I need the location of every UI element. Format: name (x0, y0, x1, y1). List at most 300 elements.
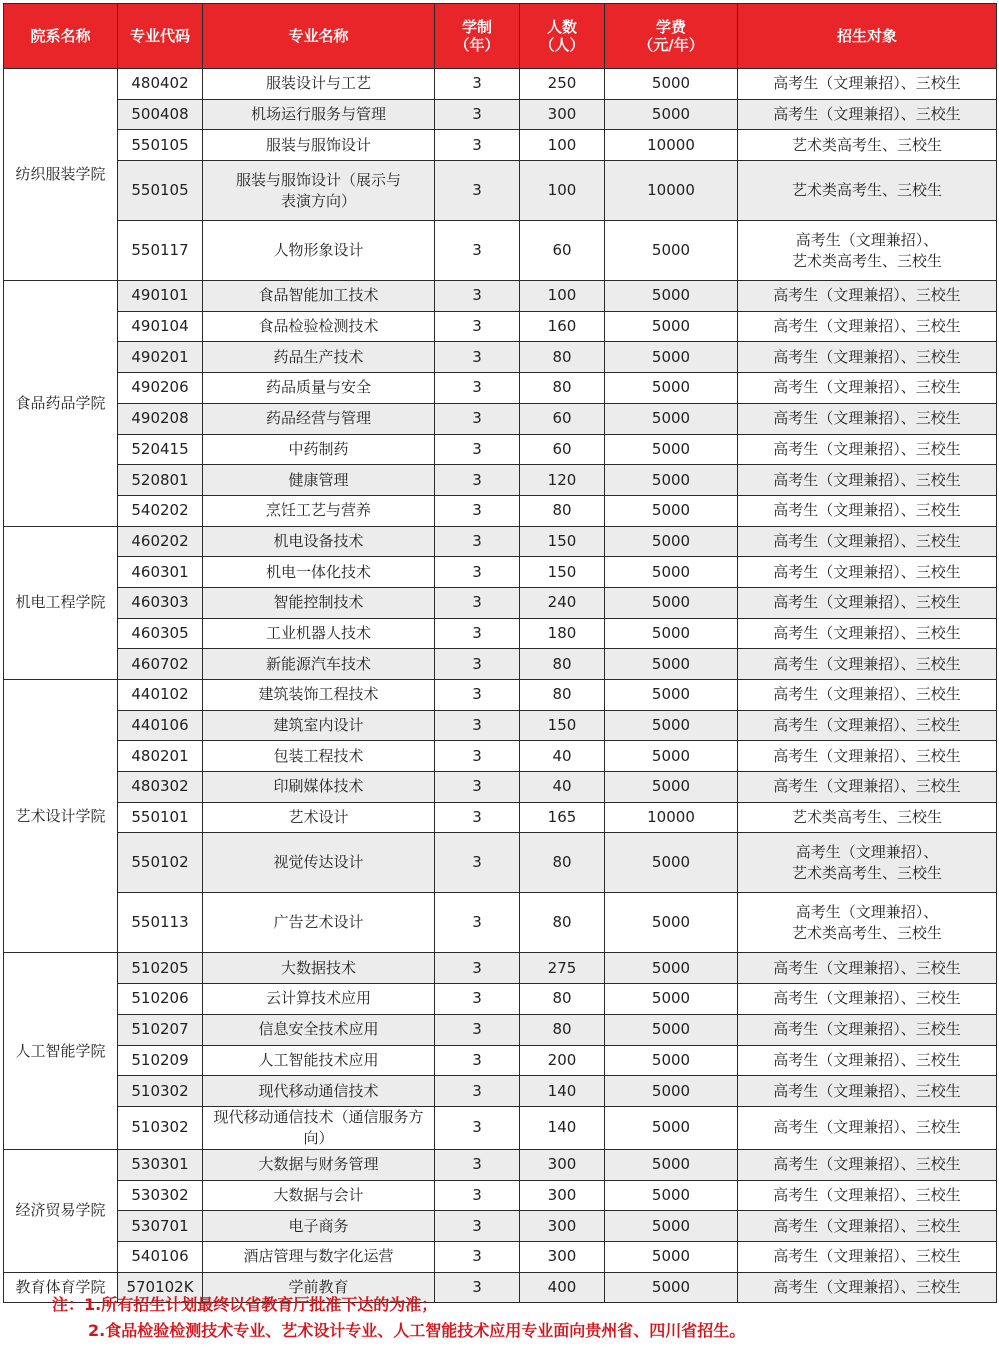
enroll-target-line: 高考生（文理兼招）、三校生 (773, 1216, 961, 1235)
major-name-line: 中药制药 (288, 439, 349, 458)
enroll-target-line: 高考生（文理兼招）、三校生 (773, 286, 961, 305)
major-name (203, 434, 435, 465)
table-row (4, 161, 997, 221)
study-years: 3 (435, 741, 520, 772)
enroll-count: 300 (520, 99, 605, 130)
major-name (203, 802, 435, 833)
study-years: 3 (435, 587, 520, 618)
enroll-count: 300 (520, 1211, 605, 1242)
table-row (4, 557, 997, 588)
major-name-line: 云计算技术应用 (265, 989, 371, 1008)
tuition-fee: 5000 (605, 99, 738, 130)
tuition-fee: 5000 (605, 680, 738, 711)
major-name-line: 现代移动通信技术（通信服务方向） (213, 1107, 424, 1147)
enroll-count: 80 (520, 893, 605, 953)
header-count-line2: （人） (539, 36, 585, 54)
enroll-count: 300 (520, 1180, 605, 1211)
major-code: 550105 (118, 130, 203, 161)
major-code: 500408 (118, 99, 203, 130)
major-name-line: 药品质量与安全 (265, 378, 371, 397)
enroll-target-line: 高考生（文理兼招）、三校生 (773, 746, 961, 765)
major-code: 570102K (118, 1272, 203, 1303)
major-name (203, 99, 435, 130)
tuition-fee: 5000 (605, 649, 738, 680)
study-years: 3 (435, 772, 520, 803)
major-name (203, 1106, 435, 1149)
table-row (4, 403, 997, 434)
table-row (4, 69, 997, 100)
enroll-count: 40 (520, 741, 605, 772)
major-name-line: 现代移动通信技术 (258, 1081, 379, 1100)
enroll-target (738, 1211, 997, 1242)
enroll-target-line: 高考生（文理兼招）、三校生 (773, 1247, 961, 1266)
enroll-target-line: 高考生（文理兼招）、三校生 (773, 1081, 961, 1100)
table-row (4, 526, 997, 557)
enroll-target (738, 587, 997, 618)
college-name: 教育体育学院 (4, 1272, 118, 1303)
tuition-fee: 10000 (605, 161, 738, 221)
enroll-target (738, 434, 997, 465)
footnotes (52, 1292, 745, 1344)
enroll-target-line: 高考生（文理兼招）、三校生 (773, 989, 961, 1008)
major-name (203, 1045, 435, 1076)
enroll-target-line: 高考生（文理兼招）、 (795, 230, 939, 249)
college-name: 机电工程学院 (4, 526, 118, 679)
college-name: 食品药品学院 (4, 281, 118, 527)
major-name (203, 1014, 435, 1045)
tuition-fee: 5000 (605, 1149, 738, 1180)
tuition-fee: 5000 (605, 587, 738, 618)
tuition-fee: 5000 (605, 465, 738, 496)
table-row (4, 221, 997, 281)
major-name (203, 772, 435, 803)
major-name-line: 药品生产技术 (273, 347, 364, 366)
table-row (4, 1106, 997, 1149)
major-name (203, 403, 435, 434)
enroll-target (738, 557, 997, 588)
major-name-line: 机电一体化技术 (265, 562, 371, 581)
tuition-fee: 5000 (605, 984, 738, 1015)
major-code: 460303 (118, 587, 203, 618)
tuition-fee: 5000 (605, 833, 738, 893)
major-name-line: 烹饪工艺与营养 (265, 501, 371, 520)
table-row (4, 772, 997, 803)
enroll-count: 140 (520, 1106, 605, 1149)
major-name-line: 药品经营与管理 (265, 409, 371, 428)
major-name (203, 373, 435, 404)
major-name-line: 学前教育 (288, 1277, 349, 1296)
major-code: 440102 (118, 680, 203, 711)
enroll-target-line: 高考生（文理兼招）、三校生 (773, 1155, 961, 1174)
table-row (4, 649, 997, 680)
enroll-count: 200 (520, 1045, 605, 1076)
major-name-line: 新能源汽车技术 (265, 654, 371, 673)
major-name (203, 130, 435, 161)
major-name-line: 广告艺术设计 (273, 913, 364, 932)
tuition-fee: 5000 (605, 342, 738, 373)
major-code: 510207 (118, 1014, 203, 1045)
major-name (203, 495, 435, 526)
enroll-target-line: 高考生（文理兼招）、三校生 (773, 623, 961, 642)
major-code: 520801 (118, 465, 203, 496)
enroll-target-line: 高考生（文理兼招）、三校生 (773, 1277, 961, 1296)
enroll-count: 300 (520, 1149, 605, 1180)
college-name: 人工智能学院 (4, 953, 118, 1149)
header-years-line1: 学制 (461, 18, 492, 36)
table-row (4, 984, 997, 1015)
header-years (435, 4, 520, 69)
study-years: 3 (435, 434, 520, 465)
major-code: 550101 (118, 802, 203, 833)
major-code: 490101 (118, 281, 203, 312)
table-header-row (4, 4, 997, 69)
enroll-target-line: 高考生（文理兼招）、三校生 (773, 654, 961, 673)
major-name-line: 视觉传达设计 (273, 853, 364, 872)
tuition-fee: 5000 (605, 281, 738, 312)
major-name-line: 表演方向） (280, 191, 356, 210)
study-years: 3 (435, 1045, 520, 1076)
major-name (203, 281, 435, 312)
major-name-line: 电子商务 (288, 1216, 349, 1235)
major-code: 480402 (118, 69, 203, 100)
tuition-fee: 5000 (605, 1106, 738, 1149)
study-years: 3 (435, 495, 520, 526)
study-years: 3 (435, 893, 520, 953)
enroll-target (738, 465, 997, 496)
enroll-target-line: 高考生（文理兼招）、三校生 (773, 317, 961, 336)
major-name (203, 953, 435, 984)
study-years: 3 (435, 281, 520, 312)
major-name (203, 680, 435, 711)
enroll-target (738, 618, 997, 649)
major-name (203, 69, 435, 100)
tuition-fee: 5000 (605, 221, 738, 281)
enroll-target (738, 99, 997, 130)
enroll-target (738, 984, 997, 1015)
major-name-line: 服装与服饰设计（展示与 (235, 170, 401, 189)
major-name (203, 649, 435, 680)
tuition-fee: 5000 (605, 1014, 738, 1045)
tuition-fee: 5000 (605, 69, 738, 100)
enroll-target-line: 高考生（文理兼招）、三校生 (773, 409, 961, 428)
major-name (203, 984, 435, 1015)
major-name-line: 食品检验检测技术 (258, 317, 379, 336)
enroll-target (738, 130, 997, 161)
major-name-line: 酒店管理与数字化运营 (243, 1247, 394, 1266)
study-years: 3 (435, 618, 520, 649)
major-code: 510205 (118, 953, 203, 984)
table-row (4, 680, 997, 711)
major-name (203, 342, 435, 373)
study-years: 3 (435, 373, 520, 404)
table-row (4, 1014, 997, 1045)
table-row (4, 495, 997, 526)
major-name (203, 741, 435, 772)
enroll-target-line: 高考生（文理兼招）、三校生 (773, 1185, 961, 1204)
major-name-line: 包装工程技术 (273, 746, 364, 765)
table-row (4, 618, 997, 649)
enroll-target (738, 221, 997, 281)
major-name (203, 161, 435, 221)
major-name-line: 大数据与财务管理 (258, 1155, 379, 1174)
major-code: 460305 (118, 618, 203, 649)
table-row (4, 1211, 997, 1242)
enroll-count: 275 (520, 953, 605, 984)
major-name-line: 大数据技术 (280, 958, 356, 977)
header-years-line2: （年） (454, 36, 500, 54)
tuition-fee: 5000 (605, 1241, 738, 1272)
tuition-fee: 5000 (605, 1272, 738, 1303)
enroll-target-line: 高考生（文理兼招）、三校生 (773, 1050, 961, 1069)
major-name-line: 服装设计与工艺 (265, 74, 371, 93)
enroll-target-line: 高考生（文理兼招）、三校生 (773, 1020, 961, 1039)
header-fee (605, 4, 738, 69)
study-years: 3 (435, 1149, 520, 1180)
enroll-target (738, 342, 997, 373)
enroll-count: 80 (520, 495, 605, 526)
table-row (4, 710, 997, 741)
table-row (4, 893, 997, 953)
table-row (4, 953, 997, 984)
major-name-line: 建筑装饰工程技术 (258, 685, 379, 704)
major-name-line: 人工智能技术应用 (258, 1050, 379, 1069)
enroll-target (738, 953, 997, 984)
study-years: 3 (435, 1180, 520, 1211)
tuition-fee: 5000 (605, 434, 738, 465)
enroll-count: 60 (520, 434, 605, 465)
enroll-count: 80 (520, 342, 605, 373)
enroll-target (738, 1014, 997, 1045)
major-code: 460301 (118, 557, 203, 588)
enroll-count: 165 (520, 802, 605, 833)
major-name-line: 人物形象设计 (273, 241, 364, 260)
tuition-fee: 5000 (605, 710, 738, 741)
major-code: 460702 (118, 649, 203, 680)
table-row (4, 587, 997, 618)
header-college: 院系名称 (4, 4, 118, 69)
major-name-line: 健康管理 (288, 470, 349, 489)
table-row (4, 1241, 997, 1272)
enroll-count: 150 (520, 710, 605, 741)
table-row (4, 802, 997, 833)
study-years: 3 (435, 161, 520, 221)
table-row (4, 281, 997, 312)
major-name (203, 893, 435, 953)
table-row (4, 434, 997, 465)
enroll-count: 150 (520, 557, 605, 588)
major-code: 540106 (118, 1241, 203, 1272)
enroll-target-line: 高考生（文理兼招）、三校生 (773, 777, 961, 796)
major-name-line: 食品智能加工技术 (258, 286, 379, 305)
study-years: 3 (435, 802, 520, 833)
tuition-fee: 5000 (605, 1045, 738, 1076)
college-name: 艺术设计学院 (4, 680, 118, 953)
enroll-target (738, 161, 997, 221)
enroll-target-line: 高考生（文理兼招）、三校生 (773, 439, 961, 458)
major-code: 480302 (118, 772, 203, 803)
footnote-1: 注：1.所有招生计划最终以省教育厅批准下达的为准； (52, 1295, 438, 1314)
tuition-fee: 5000 (605, 772, 738, 803)
major-code: 480201 (118, 741, 203, 772)
major-name (203, 587, 435, 618)
tuition-fee: 5000 (605, 373, 738, 404)
enroll-count: 400 (520, 1272, 605, 1303)
major-code: 530302 (118, 1180, 203, 1211)
major-name (203, 221, 435, 281)
enroll-target-line: 高考生（文理兼招）、三校生 (773, 562, 961, 581)
major-code: 540202 (118, 495, 203, 526)
tuition-fee: 5000 (605, 1211, 738, 1242)
study-years: 3 (435, 833, 520, 893)
major-code: 440106 (118, 710, 203, 741)
major-name (203, 311, 435, 342)
enroll-count: 150 (520, 526, 605, 557)
major-code: 550102 (118, 833, 203, 893)
enroll-target-line: 艺术类高考生、三校生 (791, 181, 942, 200)
header-fee-line2: （元/年） (638, 36, 704, 54)
enroll-target-line: 高考生（文理兼招）、三校生 (773, 347, 961, 366)
major-name (203, 526, 435, 557)
study-years: 3 (435, 710, 520, 741)
enroll-count: 100 (520, 281, 605, 312)
enroll-count: 180 (520, 618, 605, 649)
study-years: 3 (435, 1272, 520, 1303)
enroll-target (738, 772, 997, 803)
major-name-line: 机电设备技术 (273, 531, 364, 550)
major-name-line: 信息安全技术应用 (258, 1020, 379, 1039)
enroll-target-line: 高考生（文理兼招）、三校生 (773, 470, 961, 489)
tuition-fee: 5000 (605, 893, 738, 953)
study-years: 3 (435, 649, 520, 680)
table-row (4, 99, 997, 130)
major-name-line: 工业机器人技术 (265, 623, 371, 642)
enroll-count: 40 (520, 772, 605, 803)
study-years: 3 (435, 557, 520, 588)
study-years: 3 (435, 526, 520, 557)
major-name-line: 服装与服饰设计 (265, 135, 371, 154)
major-name (203, 1211, 435, 1242)
table-row (4, 465, 997, 496)
enroll-count: 80 (520, 833, 605, 893)
table-row (4, 741, 997, 772)
major-code: 530301 (118, 1149, 203, 1180)
enroll-target (738, 649, 997, 680)
enroll-target-line: 高考生（文理兼招）、三校生 (773, 958, 961, 977)
table-row (4, 373, 997, 404)
enroll-count: 80 (520, 1014, 605, 1045)
enroll-target (738, 1106, 997, 1149)
study-years: 3 (435, 69, 520, 100)
major-code: 490206 (118, 373, 203, 404)
study-years: 3 (435, 1211, 520, 1242)
major-name (203, 1180, 435, 1211)
enroll-target (738, 403, 997, 434)
enroll-target (738, 1076, 997, 1107)
enroll-target-line: 高考生（文理兼招）、 (795, 842, 939, 861)
enroll-count: 80 (520, 373, 605, 404)
major-name-line: 智能控制技术 (273, 593, 364, 612)
enroll-target-line: 高考生（文理兼招）、三校生 (773, 501, 961, 520)
enroll-target (738, 1241, 997, 1272)
footnote-2: 2.食品检验检测技术专业、艺术设计专业、人工智能技术应用专业面向贵州省、四川省招生。 (88, 1321, 746, 1340)
enroll-count: 160 (520, 311, 605, 342)
major-name-line: 艺术设计 (288, 808, 349, 827)
header-count (520, 4, 605, 69)
table-row (4, 1149, 997, 1180)
tuition-fee: 5000 (605, 1076, 738, 1107)
enroll-target-line: 高考生（文理兼招）、三校生 (773, 74, 961, 93)
enroll-count: 100 (520, 161, 605, 221)
major-name (203, 557, 435, 588)
study-years: 3 (435, 1076, 520, 1107)
study-years: 3 (435, 1014, 520, 1045)
major-name (203, 1149, 435, 1180)
header-count-line1: 人数 (546, 18, 577, 36)
major-name (203, 618, 435, 649)
study-years: 3 (435, 342, 520, 373)
enroll-target (738, 69, 997, 100)
major-code: 510206 (118, 984, 203, 1015)
major-code: 550117 (118, 221, 203, 281)
enroll-count: 80 (520, 649, 605, 680)
enroll-target-line: 高考生（文理兼招）、三校生 (773, 1118, 961, 1137)
study-years: 3 (435, 984, 520, 1015)
tuition-fee: 5000 (605, 741, 738, 772)
header-fee-line1: 学费 (655, 18, 686, 36)
table-row (4, 1180, 997, 1211)
enroll-target (738, 281, 997, 312)
tuition-fee: 10000 (605, 802, 738, 833)
table-row (4, 130, 997, 161)
table-body (4, 69, 997, 1303)
table-row (4, 311, 997, 342)
enroll-target (738, 1045, 997, 1076)
enroll-target (738, 311, 997, 342)
study-years: 3 (435, 1241, 520, 1272)
study-years: 3 (435, 1106, 520, 1149)
enroll-target-line: 高考生（文理兼招）、三校生 (773, 105, 961, 124)
enroll-target (738, 373, 997, 404)
major-name (203, 1241, 435, 1272)
tuition-fee: 5000 (605, 1180, 738, 1211)
table-row (4, 833, 997, 893)
header-target: 招生对象 (738, 4, 997, 69)
enroll-target (738, 710, 997, 741)
major-code: 510209 (118, 1045, 203, 1076)
enroll-target-line: 高考生（文理兼招）、三校生 (773, 531, 961, 550)
enroll-target (738, 680, 997, 711)
major-code: 510302 (118, 1106, 203, 1149)
major-code: 490104 (118, 311, 203, 342)
tuition-fee: 5000 (605, 953, 738, 984)
enroll-target (738, 1149, 997, 1180)
study-years: 3 (435, 130, 520, 161)
major-name-line: 机场运行服务与管理 (250, 105, 386, 124)
enroll-target (738, 802, 997, 833)
major-name (203, 1076, 435, 1107)
major-code: 460202 (118, 526, 203, 557)
enroll-count: 80 (520, 984, 605, 1015)
admission-plan-table (3, 3, 997, 1303)
major-code: 550113 (118, 893, 203, 953)
enroll-count: 80 (520, 680, 605, 711)
tuition-fee: 5000 (605, 311, 738, 342)
study-years: 3 (435, 953, 520, 984)
enroll-count: 140 (520, 1076, 605, 1107)
tuition-fee: 5000 (605, 557, 738, 588)
header-code: 专业代码 (118, 4, 203, 69)
study-years: 3 (435, 403, 520, 434)
